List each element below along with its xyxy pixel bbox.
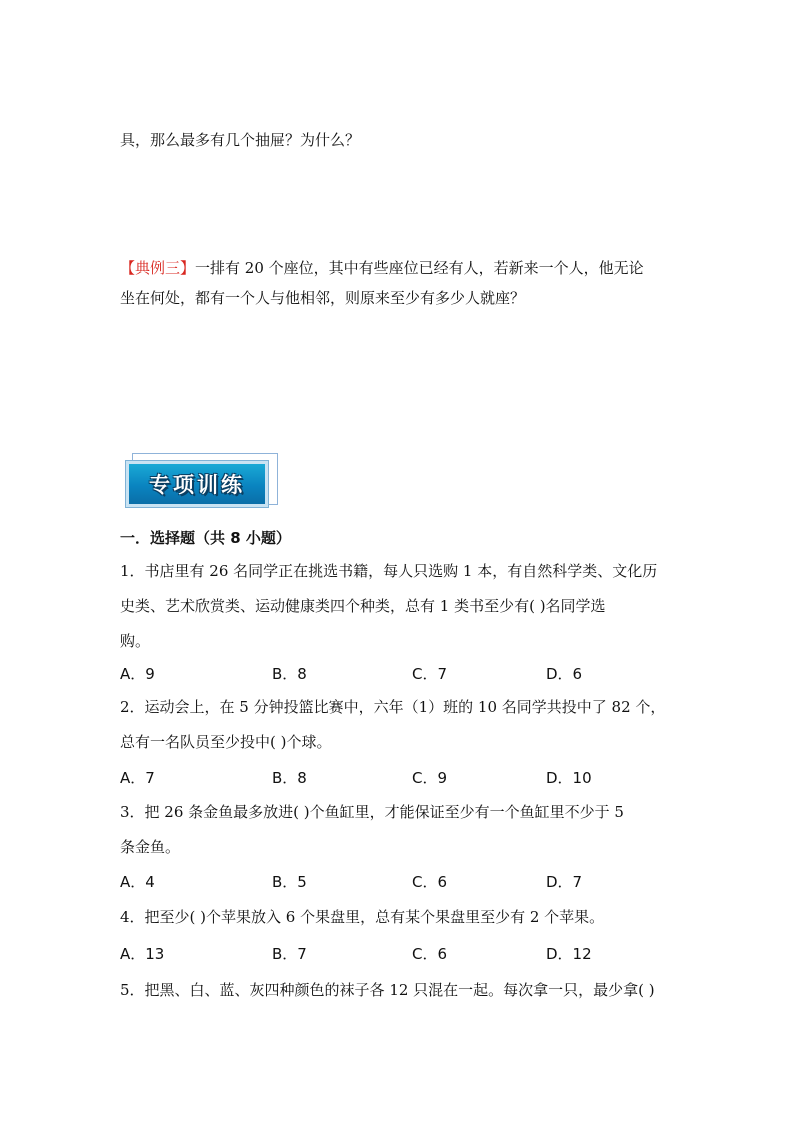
question-3-line-1: 3．把 26 条金鱼最多放进( )个鱼缸里，才能保证至少有一个鱼缸里不少于 5: [120, 803, 624, 821]
section-banner: [126, 453, 280, 515]
question-2-line-2: 总有一名队员至少投中( )个球。: [120, 733, 332, 751]
question-4-option-d: D．12: [546, 945, 592, 963]
question-3-option-c: C．6: [412, 873, 448, 891]
example3-line-1: [120, 258, 644, 278]
question-2-option-d: D．10: [546, 769, 592, 787]
question-1-option-c: C．7: [412, 665, 448, 683]
question-1-option-d: D．6: [546, 665, 583, 683]
question-1-line-1: 1．书店里有 26 名同学正在挑选书籍，每人只选购 1 本，有自然科学类、文化历: [120, 562, 658, 580]
example3-text-1: 一排有 20 个座位，其中有些座位已经有人，若新来一个人，他无论: [195, 259, 644, 277]
question-4-option-a: A．13: [120, 945, 165, 963]
question-2-option-a: A．7: [120, 769, 155, 787]
question-2-line-1: 2．运动会上，在 5 分钟投篮比赛中，六年（1）班的 10 名同学共投中了 82 个，: [120, 698, 666, 716]
question-4-line-1: 4．把至少( )个苹果放入 6 个果盘里，总有某个果盘里至少有 2 个苹果。: [120, 908, 605, 926]
question-2-option-b: B．8: [272, 769, 307, 787]
question-3-option-d: D．7: [546, 873, 583, 891]
question-3-option-b: B．5: [272, 873, 307, 891]
question-1-option-b: B．8: [272, 665, 307, 683]
question-3-line-2: 条金鱼。: [120, 838, 181, 856]
question-5-line-1: 5．把黑、白、蓝、灰四种颜色的袜子各 12 只混在一起。每次拿一只，最少拿( ): [120, 981, 655, 999]
question-2-option-c: C．9: [412, 769, 448, 787]
intro-tail-text: 具，那么最多有几个抽屉？为什么？: [120, 131, 361, 149]
section-heading: 一．选择题（共 8 小题）: [120, 529, 291, 547]
question-4-option-b: B．7: [272, 945, 307, 963]
banner-box: [126, 461, 268, 507]
question-1-option-a: A．9: [120, 665, 155, 683]
example3-tag: 【典例三】: [120, 259, 196, 277]
example3-line-2: 坐在何处，都有一个人与他相邻，则原来至少有多少人就座？: [120, 289, 526, 307]
question-1-line-2: 史类、艺术欣赏类、运动健康类四个种类，总有 1 类书至少有( )名同学选: [120, 597, 606, 615]
question-3-option-a: A．4: [120, 873, 155, 891]
question-1-line-3: 购。: [120, 632, 151, 650]
question-4-option-c: C．6: [412, 945, 448, 963]
banner-label: 专项训练: [149, 473, 245, 497]
